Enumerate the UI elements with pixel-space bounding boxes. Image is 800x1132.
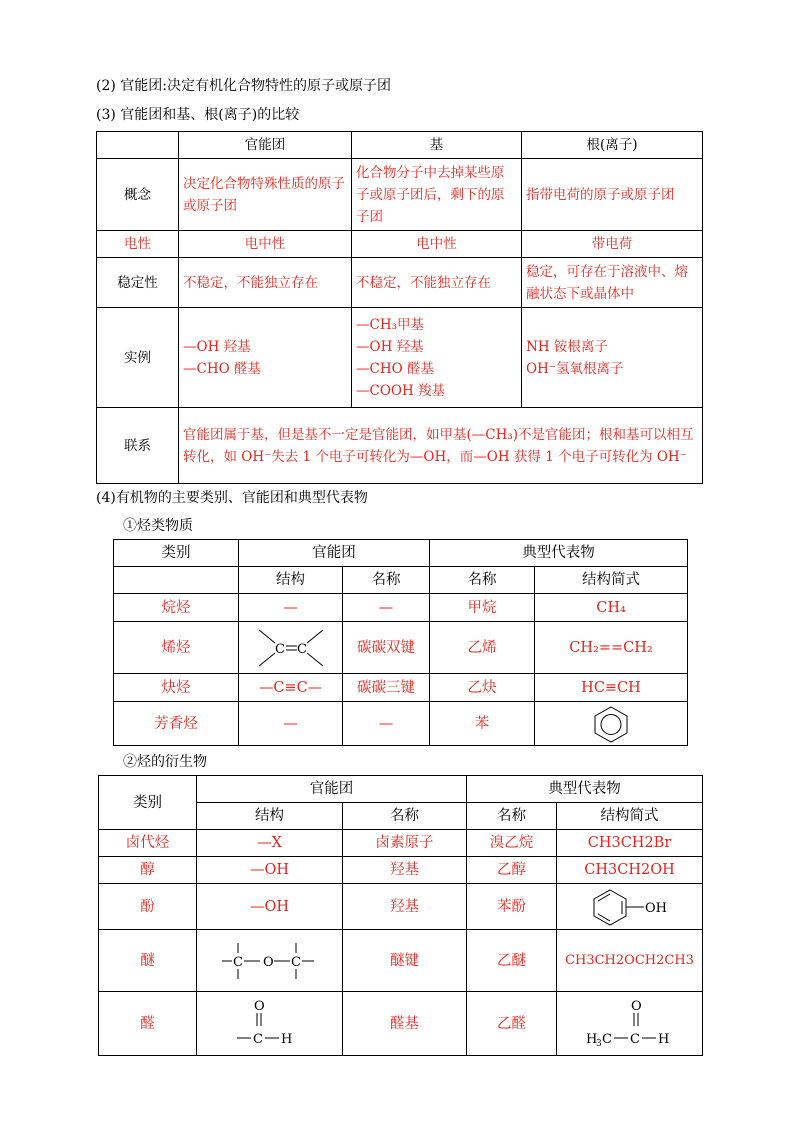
example-aldehyde-radical: —CHO 醛基	[356, 360, 434, 377]
svg-text:O: O	[630, 998, 642, 1014]
formula-bromoethane: CH3CH2Br	[557, 830, 703, 857]
section-2-line: (2) 官能团:决定有机化合物特性的原子或原子团	[96, 78, 391, 94]
struct-hydroxyl: —OH	[197, 857, 343, 884]
relation-text: 官能团属于基，但是基不一定是官能团，如甲基(—CH₃)不是官能团；根和基可以相互转化，如 OH⁻失去 1 个电子可转化为—OH，而—OH 获得 1 个电子可转化为 OH⁻	[179, 408, 703, 484]
header-class: 类别	[99, 776, 197, 830]
header-formula: 结构简式	[535, 567, 688, 594]
rep-ethanol: 乙醇	[467, 857, 557, 884]
svg-text:C: C	[274, 641, 285, 657]
class-haloalkane: 卤代烃	[99, 830, 197, 857]
section-3-line: (3) 官能团和基、根(离子)的比较	[96, 107, 300, 123]
row-label-relation: 联系	[97, 408, 179, 484]
rep-alkene: 乙烯	[430, 622, 535, 674]
class-alkyne: 炔烃	[114, 674, 239, 702]
header-ion: 根(离子)	[522, 132, 703, 159]
examples-ion	[522, 308, 703, 408]
phenol-oh-label: OH	[644, 900, 667, 916]
example-methyl: —CH₃甲基	[356, 316, 425, 333]
name-aldehyde-group: 醛基	[343, 992, 467, 1056]
examples-fg	[179, 308, 352, 408]
rep-acetaldehyde: 乙醛	[467, 992, 557, 1056]
header-functional-group: 官能团	[179, 132, 352, 159]
subsection-hydrocarbons: ①烃类物质	[123, 518, 193, 534]
formula-benzene	[535, 702, 688, 746]
struct-alkene	[239, 622, 343, 674]
example-carboxyl: —COOH 羧基	[356, 382, 446, 399]
stability-ion: 稳定，可存在于溶液中、熔融状态下或晶体中	[522, 258, 703, 308]
struct-aromatic: —	[239, 702, 343, 746]
concept-ion: 指带电荷的原子或原子团	[522, 159, 703, 231]
header-structure: 结构	[197, 803, 343, 830]
svg-text:H: H	[280, 1031, 292, 1047]
row-label-charge: 电性	[97, 231, 179, 258]
example-aldehyde: —CHO 醛基	[183, 360, 261, 377]
example-hydroxyl: —OH 羟基	[183, 338, 251, 355]
class-alcohol: 醇	[99, 857, 197, 884]
phenol-structure-icon	[588, 888, 672, 926]
formula-acetylene: HC≡CH	[535, 674, 688, 702]
svg-text:H: H	[657, 1031, 669, 1047]
header-radical: 基	[352, 132, 522, 159]
row-label-examples: 实例	[97, 308, 179, 408]
charge-ion: 带电荷	[522, 231, 703, 258]
example-hydroxyl-radical: —OH 羟基	[356, 338, 424, 355]
examples-radical	[352, 308, 522, 408]
example-ammonium: NH 铵根离子	[526, 338, 608, 355]
derivative-table	[98, 775, 703, 1056]
rep-aromatic: 苯	[430, 702, 535, 746]
struct-phenol-hydroxyl: —OH	[197, 884, 343, 930]
formula-methane: CH₄	[535, 594, 688, 622]
rep-ether: 乙醚	[467, 930, 557, 992]
rep-bromoethane: 溴乙烷	[467, 830, 557, 857]
concept-fg: 决定化合物特殊性质的原子或原子团	[179, 159, 352, 231]
svg-text:H: H	[585, 1031, 597, 1047]
row-label-stability: 稳定性	[97, 258, 179, 308]
row-label-concept: 概念	[97, 159, 179, 231]
header-representative: 典型代表物	[430, 540, 688, 567]
rep-alkane: 甲烷	[430, 594, 535, 622]
header-fg: 官能团	[239, 540, 430, 567]
struct-ether	[197, 930, 343, 992]
header-fg: 官能团	[197, 776, 467, 803]
class-alkane: 烷烃	[114, 594, 239, 622]
name-alkyne: 碳碳三键	[343, 674, 430, 702]
charge-radical: 电中性	[352, 231, 522, 258]
formula-ethanol: CH3CH2OH	[557, 857, 703, 884]
stability-radical: 不稳定，不能独立存在	[352, 258, 522, 308]
header-rep-name: 名称	[467, 803, 557, 830]
name-hydroxyl: 羟基	[343, 857, 467, 884]
benzene-ring-icon	[591, 705, 631, 743]
svg-text:C: C	[252, 1031, 263, 1047]
svg-text:C: C	[232, 954, 243, 970]
svg-text:O: O	[262, 954, 274, 970]
header-name: 名称	[343, 567, 430, 594]
struct-alkane: —	[239, 594, 343, 622]
double-bond-structure-icon	[249, 626, 333, 670]
struct-aldehyde	[197, 992, 343, 1056]
header-formula: 结构简式	[557, 803, 703, 830]
formula-phenol	[557, 884, 703, 930]
header-representative: 典型代表物	[467, 776, 703, 803]
stability-fg: 不稳定，不能独立存在	[179, 258, 352, 308]
rep-alkyne: 乙炔	[430, 674, 535, 702]
header-name: 名称	[343, 803, 467, 830]
comparison-table	[96, 131, 703, 484]
aldehyde-group-structure-icon	[235, 998, 305, 1050]
svg-text:C: C	[601, 1031, 612, 1047]
struct-halogen: —X	[197, 830, 343, 857]
header-class: 类别	[114, 540, 239, 567]
class-phenol: 酚	[99, 884, 197, 930]
struct-alkyne: —C≡C—	[239, 674, 343, 702]
hydrocarbon-table	[113, 539, 688, 746]
svg-text:C: C	[629, 1031, 640, 1047]
class-aldehyde: 醛	[99, 992, 197, 1056]
rep-phenol: 苯酚	[467, 884, 557, 930]
svg-text:O: O	[253, 998, 265, 1014]
class-alkene: 烯烃	[114, 622, 239, 674]
class-aromatic: 芳香烃	[114, 702, 239, 746]
svg-text:C: C	[296, 641, 307, 657]
ether-bond-structure-icon	[218, 939, 322, 983]
name-ether-bond: 醚键	[343, 930, 467, 992]
class-ether: 醚	[99, 930, 197, 992]
name-phenol-hydroxyl: 羟基	[343, 884, 467, 930]
name-alkene: 碳碳双键	[343, 622, 430, 674]
formula-acetaldehyde	[557, 992, 703, 1056]
example-hydroxide: OH⁻氢氧根离子	[526, 360, 624, 377]
section-4-line: (4)有机物的主要类别、官能团和典型代表物	[96, 490, 368, 506]
charge-fg: 电中性	[179, 231, 352, 258]
header-empty	[97, 132, 179, 159]
formula-ether: CH3CH2OCH2CH3	[557, 930, 703, 992]
name-halogen: 卤素原子	[343, 830, 467, 857]
header-structure: 结构	[239, 567, 343, 594]
svg-text:C: C	[290, 954, 301, 970]
name-alkane: —	[343, 594, 430, 622]
svg-text:3: 3	[595, 1038, 602, 1049]
formula-ethylene: CH₂==CH₂	[535, 622, 688, 674]
header-rep-name: 名称	[430, 567, 535, 594]
name-aromatic: —	[343, 702, 430, 746]
subsection-derivatives: ②烃的衍生物	[123, 754, 207, 770]
concept-radical: 化合物分子中去掉某些原子或原子团后，剩下的原子团	[352, 159, 522, 231]
acetaldehyde-structure-icon	[582, 998, 678, 1050]
